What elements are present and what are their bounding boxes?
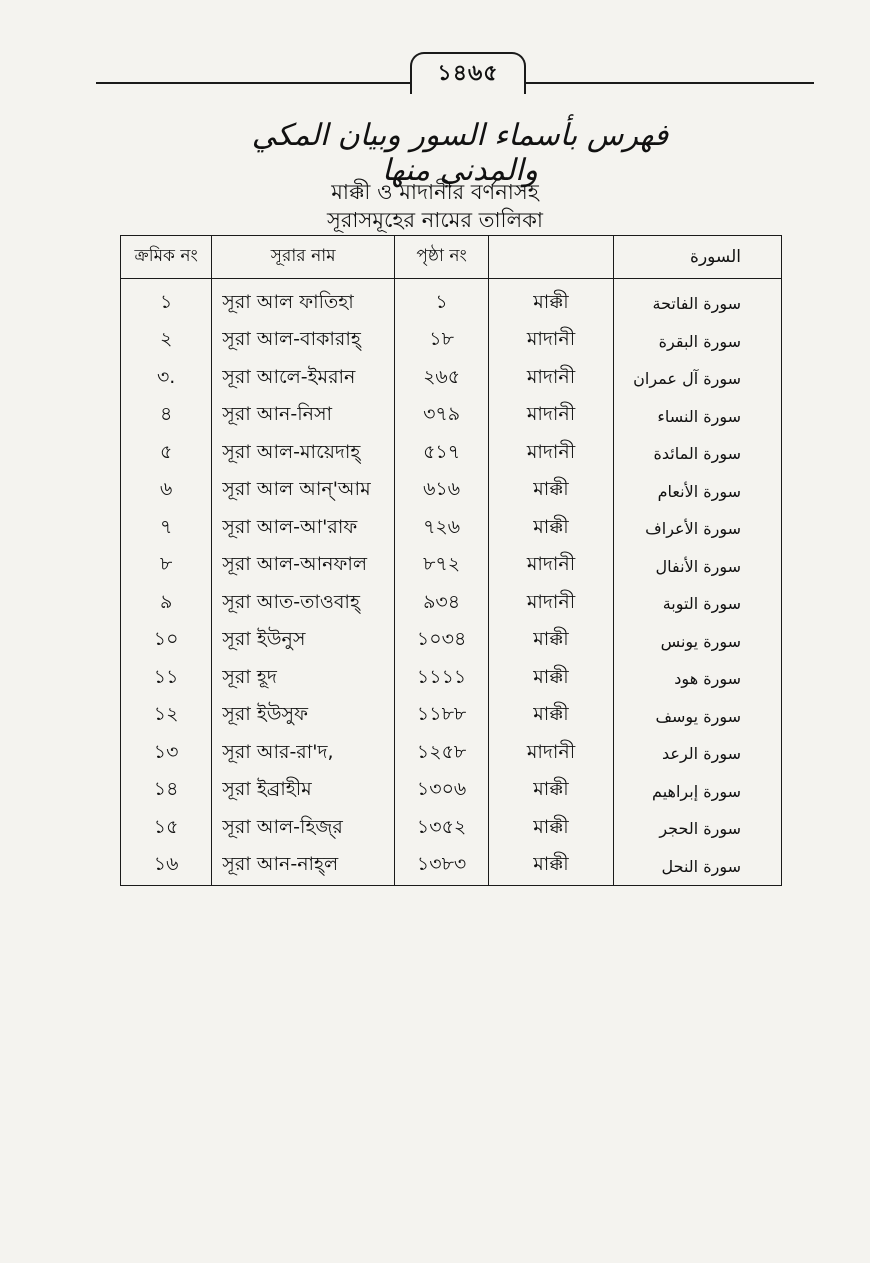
cell-name: সূরা আল আন্‌'আম	[212, 473, 395, 511]
cell-arabic: سورة إبراهيم	[613, 773, 781, 811]
cell-arabic: سورة التوبة	[613, 585, 781, 623]
cell-type: মাক্কী	[489, 698, 614, 736]
cell-type: মাক্কী	[489, 810, 614, 848]
table-row	[121, 848, 782, 886]
cell-name: সূরা আল-হিজ্‌র	[212, 810, 395, 848]
cell-type: মাক্কী	[489, 279, 614, 323]
table-row	[121, 623, 782, 661]
cell-name: সূরা আল ফাতিহা	[212, 279, 395, 323]
cell-name: সূরা আন-নিসা	[212, 398, 395, 436]
cell-serial: ১৩	[121, 735, 212, 773]
cell-serial: ৩.	[121, 360, 212, 398]
cell-serial: ১	[121, 279, 212, 323]
header-arabic: السورة	[613, 236, 781, 279]
subtitle-line-1: মাক্কী ও মাদানীর বর্ণনাসহ	[331, 180, 539, 204]
cell-page: ৩৭৯	[395, 398, 489, 436]
cell-type: মাক্কী	[489, 660, 614, 698]
cell-arabic: سورة البقرة	[613, 323, 781, 361]
table-row	[121, 398, 782, 436]
cell-name: সূরা আন-নাহ্‌ল	[212, 848, 395, 886]
table-row	[121, 279, 782, 323]
cell-name: সূরা আল-মায়েদাহ্	[212, 435, 395, 473]
cell-serial: ১২	[121, 698, 212, 736]
cell-arabic: سورة الأنفال	[613, 548, 781, 586]
cell-arabic: سورة هود	[613, 660, 781, 698]
cell-type: মাদানী	[489, 735, 614, 773]
cell-arabic: سورة الرعد	[613, 735, 781, 773]
cell-page: ৫১৭	[395, 435, 489, 473]
cell-page: ১১১১	[395, 660, 489, 698]
table-row	[121, 548, 782, 586]
cell-page: ১২৫৮	[395, 735, 489, 773]
cell-serial: ১০	[121, 623, 212, 661]
cell-name: সূরা হূদ	[212, 660, 395, 698]
cell-type: মাক্কী	[489, 773, 614, 811]
cell-type: মাক্কী	[489, 473, 614, 511]
cell-serial: ৫	[121, 435, 212, 473]
cell-arabic: سورة النحل	[613, 848, 781, 886]
cell-arabic: سورة يوسف	[613, 698, 781, 736]
cell-arabic: سورة النساء	[613, 398, 781, 436]
table-row	[121, 323, 782, 361]
cell-serial: ১৬	[121, 848, 212, 886]
cell-type: মাদানী	[489, 548, 614, 586]
cell-name: সূরা আল-আনফাল	[212, 548, 395, 586]
table-row	[121, 698, 782, 736]
header-serial: ক্রমিক নং	[121, 236, 212, 279]
cell-arabic: سورة الحجر	[613, 810, 781, 848]
cell-page: ১৩৮৩	[395, 848, 489, 886]
cell-type: মাক্কী	[489, 510, 614, 548]
header-name: সূরার নাম	[212, 236, 395, 279]
cell-page: ৭২৬	[395, 510, 489, 548]
subtitle-line-2: সূরাসমূহের নামের তালিকা	[327, 208, 543, 232]
cell-serial: ৮	[121, 548, 212, 586]
cell-arabic: سورة آل عمران	[613, 360, 781, 398]
cell-page: ২৬৫	[395, 360, 489, 398]
cell-page: ১৮	[395, 323, 489, 361]
cell-serial: ৪	[121, 398, 212, 436]
cell-serial: ১১	[121, 660, 212, 698]
cell-arabic: سورة يونس	[613, 623, 781, 661]
cell-serial: ২	[121, 323, 212, 361]
arabic-heading: فهرس بأسماء السور وبيان المكي والمدني منها	[251, 118, 669, 188]
cell-page: ১০৩৪	[395, 623, 489, 661]
cell-name: সূরা আলে-ইমরান	[212, 360, 395, 398]
cell-page: ১৩৫২	[395, 810, 489, 848]
cell-name: সূরা আত-তাওবাহ্	[212, 585, 395, 623]
cell-serial: ৬	[121, 473, 212, 511]
header-page: পৃষ্ঠা নং	[395, 236, 489, 279]
table-row	[121, 510, 782, 548]
cell-name: সূরা আর-রা'দ,	[212, 735, 395, 773]
cell-type: মাক্কী	[489, 623, 614, 661]
page-number: ১৪৬৫	[410, 52, 526, 94]
table-row	[121, 773, 782, 811]
cell-serial: ৭	[121, 510, 212, 548]
cell-page: ৬১৬	[395, 473, 489, 511]
cell-page: ৯৩৪	[395, 585, 489, 623]
cell-type: মাদানী	[489, 435, 614, 473]
cell-page: ৮৭২	[395, 548, 489, 586]
cell-type: মাদানী	[489, 585, 614, 623]
cell-type: মাদানী	[489, 360, 614, 398]
cell-name: সূরা ইউনুস	[212, 623, 395, 661]
table-row	[121, 585, 782, 623]
cell-page: ১৩০৬	[395, 773, 489, 811]
table-row	[121, 435, 782, 473]
table-row	[121, 473, 782, 511]
cell-name: সূরা ইউসুফ	[212, 698, 395, 736]
cell-arabic: سورة الأعراف	[613, 510, 781, 548]
table-row	[121, 735, 782, 773]
cell-arabic: سورة الأنعام	[613, 473, 781, 511]
cell-type: মাক্কী	[489, 848, 614, 886]
cell-name: সূরা আল-আ'রাফ	[212, 510, 395, 548]
cell-type: মাদানী	[489, 323, 614, 361]
cell-page: ১১৮৮	[395, 698, 489, 736]
table-row	[121, 360, 782, 398]
cell-serial: ৯	[121, 585, 212, 623]
table-row	[121, 660, 782, 698]
cell-page: ১	[395, 279, 489, 323]
table-header-row	[121, 236, 782, 279]
cell-serial: ১৫	[121, 810, 212, 848]
cell-serial: ১৪	[121, 773, 212, 811]
cell-name: সূরা ইব্রাহীম	[212, 773, 395, 811]
cell-arabic: سورة المائدة	[613, 435, 781, 473]
table-row	[121, 810, 782, 848]
surah-index-table	[120, 235, 782, 886]
cell-type: মাদানী	[489, 398, 614, 436]
header-type	[489, 236, 614, 279]
cell-name: সূরা আল-বাকারাহ্	[212, 323, 395, 361]
cell-arabic: سورة الفاتحة	[613, 279, 781, 323]
